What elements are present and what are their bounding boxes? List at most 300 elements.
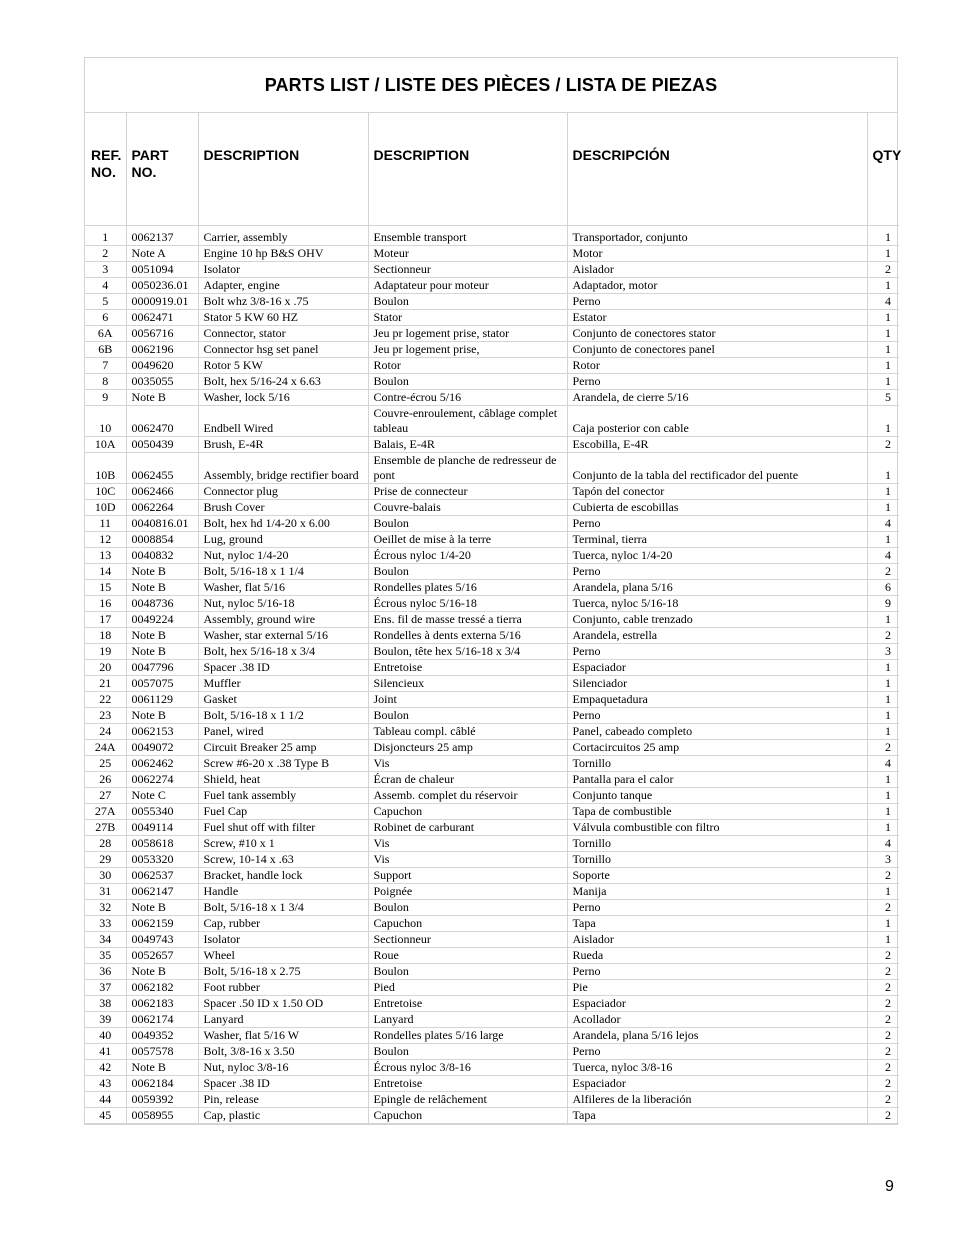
- table-row: [85, 225, 899, 245]
- cell-ref-no: 1: [85, 225, 126, 245]
- cell-description-en: Bolt, hex hd 1/4-20 x 6.00: [198, 515, 368, 531]
- cell-qty: 4: [867, 835, 899, 851]
- cell-ref-no: 31: [85, 883, 126, 899]
- cell-part-no: 0049743: [126, 931, 198, 947]
- cell-qty: 2: [867, 867, 899, 883]
- cell-part-no: 0050439: [126, 436, 198, 452]
- cell-ref-no: 10A: [85, 436, 126, 452]
- cell-description-fr: Couvre-enroulement, câblage complet tableau: [368, 405, 567, 436]
- table-row: [85, 723, 899, 739]
- cell-description-en: Bolt whz 3/8-16 x .75: [198, 293, 368, 309]
- cell-description-es: Arandela, plana 5/16 lejos: [567, 1027, 867, 1043]
- cell-part-no: 0050236.01: [126, 277, 198, 293]
- cell-description-en: Fuel shut off with filter: [198, 819, 368, 835]
- cell-qty: 1: [867, 707, 899, 723]
- cell-part-no: Note B: [126, 579, 198, 595]
- cell-description-en: Bolt, 5/16-18 x 1 1/4: [198, 563, 368, 579]
- cell-description-fr: Jeu pr logement prise, stator: [368, 325, 567, 341]
- cell-description-es: Perno: [567, 707, 867, 723]
- cell-description-en: Isolator: [198, 261, 368, 277]
- cell-part-no: 0062174: [126, 1011, 198, 1027]
- cell-ref-no: 32: [85, 899, 126, 915]
- table-row: [85, 627, 899, 643]
- cell-ref-no: 7: [85, 357, 126, 373]
- cell-description-en: Adapter, engine: [198, 277, 368, 293]
- cell-part-no: 0058955: [126, 1107, 198, 1123]
- cell-description-es: Perno: [567, 1043, 867, 1059]
- cell-description-en: Cap, plastic: [198, 1107, 368, 1123]
- cell-description-fr: Stator: [368, 309, 567, 325]
- cell-qty: 1: [867, 659, 899, 675]
- cell-description-es: Rotor: [567, 357, 867, 373]
- cell-ref-no: 5: [85, 293, 126, 309]
- cell-description-fr: Contre-écrou 5/16: [368, 389, 567, 405]
- parts-table: [85, 113, 902, 1124]
- cell-ref-no: 10C: [85, 483, 126, 499]
- cell-description-en: Washer, lock 5/16: [198, 389, 368, 405]
- cell-qty: 1: [867, 483, 899, 499]
- cell-ref-no: 10D: [85, 499, 126, 515]
- cell-qty: 3: [867, 851, 899, 867]
- cell-description-en: Lug, ground: [198, 531, 368, 547]
- table-row: [85, 547, 899, 563]
- cell-description-es: Conjunto de conectores panel: [567, 341, 867, 357]
- cell-description-en: Muffler: [198, 675, 368, 691]
- table-row: [85, 947, 899, 963]
- cell-description-fr: Lanyard: [368, 1011, 567, 1027]
- cell-ref-no: 24: [85, 723, 126, 739]
- cell-description-es: Manija: [567, 883, 867, 899]
- cell-description-es: Alfileres de la liberación: [567, 1091, 867, 1107]
- cell-description-es: Acollador: [567, 1011, 867, 1027]
- cell-qty: 2: [867, 963, 899, 979]
- cell-ref-no: 11: [85, 515, 126, 531]
- cell-description-fr: Assemb. complet du réservoir: [368, 787, 567, 803]
- cell-ref-no: 16: [85, 595, 126, 611]
- parts-table-body: [85, 225, 899, 1123]
- cell-description-fr: Boulon, tête hex 5/16-18 x 3/4: [368, 643, 567, 659]
- cell-qty: 4: [867, 547, 899, 563]
- cell-description-en: Fuel Cap: [198, 803, 368, 819]
- cell-ref-no: 25: [85, 755, 126, 771]
- cell-description-es: Tapa: [567, 915, 867, 931]
- cell-part-no: 0062147: [126, 883, 198, 899]
- cell-part-no: 0053320: [126, 851, 198, 867]
- cell-description-fr: Roue: [368, 947, 567, 963]
- cell-part-no: 0062264: [126, 499, 198, 515]
- cell-part-no: 0062196: [126, 341, 198, 357]
- cell-description-en: Cap, rubber: [198, 915, 368, 931]
- cell-ref-no: 10B: [85, 452, 126, 483]
- cell-description-es: Aislador: [567, 261, 867, 277]
- cell-description-es: Arandela, de cierre 5/16: [567, 389, 867, 405]
- cell-ref-no: 39: [85, 1011, 126, 1027]
- cell-qty: 4: [867, 293, 899, 309]
- cell-description-es: Conjunto de la tabla del rectificador del puente: [567, 452, 867, 483]
- cell-ref-no: 18: [85, 627, 126, 643]
- cell-part-no: Note C: [126, 787, 198, 803]
- table-row: [85, 691, 899, 707]
- cell-description-es: Tornillo: [567, 755, 867, 771]
- cell-part-no: 0062470: [126, 405, 198, 436]
- cell-description-en: Pin, release: [198, 1091, 368, 1107]
- cell-description-fr: Boulon: [368, 1043, 567, 1059]
- cell-qty: 1: [867, 611, 899, 627]
- cell-qty: 1: [867, 309, 899, 325]
- cell-qty: 1: [867, 245, 899, 261]
- table-row: [85, 755, 899, 771]
- cell-qty: 9: [867, 595, 899, 611]
- page-number: 9: [885, 1178, 894, 1195]
- cell-ref-no: 27: [85, 787, 126, 803]
- cell-description-es: Perno: [567, 563, 867, 579]
- cell-description-es: Perno: [567, 373, 867, 389]
- cell-part-no: 0040832: [126, 547, 198, 563]
- cell-description-es: Tuerca, nyloc 1/4-20: [567, 547, 867, 563]
- cell-description-es: Tapa: [567, 1107, 867, 1123]
- table-row: [85, 341, 899, 357]
- cell-description-es: Arandela, plana 5/16: [567, 579, 867, 595]
- cell-description-fr: Pied: [368, 979, 567, 995]
- cell-ref-no: 13: [85, 547, 126, 563]
- cell-description-es: Pantalla para el calor: [567, 771, 867, 787]
- cell-ref-no: 26: [85, 771, 126, 787]
- table-row: [85, 771, 899, 787]
- table-row: [85, 373, 899, 389]
- cell-part-no: Note B: [126, 563, 198, 579]
- table-row: [85, 405, 899, 436]
- cell-ref-no: 2: [85, 245, 126, 261]
- cell-qty: 2: [867, 1027, 899, 1043]
- cell-description-en: Bolt, 5/16-18 x 2.75: [198, 963, 368, 979]
- cell-part-no: 0058618: [126, 835, 198, 851]
- header-ref: REF. NO.: [85, 113, 126, 225]
- cell-qty: 1: [867, 819, 899, 835]
- table-row: [85, 515, 899, 531]
- cell-ref-no: 27A: [85, 803, 126, 819]
- table-row: [85, 563, 899, 579]
- table-row: [85, 277, 899, 293]
- cell-description-es: Tuerca, nyloc 3/8-16: [567, 1059, 867, 1075]
- cell-qty: 1: [867, 405, 899, 436]
- table-row: [85, 835, 899, 851]
- cell-part-no: Note B: [126, 963, 198, 979]
- table-row: [85, 851, 899, 867]
- cell-description-fr: Balais, E-4R: [368, 436, 567, 452]
- cell-description-fr: Rotor: [368, 357, 567, 373]
- cell-description-es: Perno: [567, 963, 867, 979]
- cell-description-es: Perno: [567, 899, 867, 915]
- cell-part-no: 0062537: [126, 867, 198, 883]
- cell-description-fr: Rondelles à dents externa 5/16: [368, 627, 567, 643]
- cell-description-fr: Jeu pr logement prise,: [368, 341, 567, 357]
- cell-part-no: 0056716: [126, 325, 198, 341]
- cell-description-fr: Sectionneur: [368, 261, 567, 277]
- cell-qty: 1: [867, 675, 899, 691]
- table-row: [85, 531, 899, 547]
- cell-description-en: Lanyard: [198, 1011, 368, 1027]
- cell-description-fr: Moteur: [368, 245, 567, 261]
- table-row: [85, 963, 899, 979]
- table-row: [85, 293, 899, 309]
- table-row: [85, 357, 899, 373]
- cell-description-fr: Ensemble de planche de redresseur de pont: [368, 452, 567, 483]
- cell-part-no: 0048736: [126, 595, 198, 611]
- cell-part-no: 0047796: [126, 659, 198, 675]
- cell-description-fr: Entretoise: [368, 995, 567, 1011]
- cell-qty: 2: [867, 1059, 899, 1075]
- header-description-fr: DESCRIPTION: [368, 113, 567, 225]
- header-row: [85, 113, 899, 225]
- cell-ref-no: 22: [85, 691, 126, 707]
- cell-part-no: 0062184: [126, 1075, 198, 1091]
- cell-description-es: Conjunto tanque: [567, 787, 867, 803]
- cell-description-fr: Poignée: [368, 883, 567, 899]
- cell-description-en: Washer, flat 5/16: [198, 579, 368, 595]
- cell-part-no: 0049352: [126, 1027, 198, 1043]
- cell-description-fr: Boulon: [368, 515, 567, 531]
- header-qty: QTY: [867, 113, 899, 225]
- cell-qty: 2: [867, 436, 899, 452]
- cell-description-es: Espaciador: [567, 995, 867, 1011]
- cell-description-es: Tapa de combustible: [567, 803, 867, 819]
- cell-qty: 5: [867, 389, 899, 405]
- table-row: [85, 803, 899, 819]
- cell-description-es: Tornillo: [567, 851, 867, 867]
- cell-qty: 1: [867, 931, 899, 947]
- cell-part-no: 0062137: [126, 225, 198, 245]
- cell-part-no: 0062462: [126, 755, 198, 771]
- cell-description-fr: Rondelles plates 5/16 large: [368, 1027, 567, 1043]
- cell-part-no: 0062274: [126, 771, 198, 787]
- cell-part-no: 0062153: [126, 723, 198, 739]
- cell-description-es: Tapón del conector: [567, 483, 867, 499]
- cell-description-fr: Capuchon: [368, 915, 567, 931]
- table-row: [85, 309, 899, 325]
- cell-ref-no: 6B: [85, 341, 126, 357]
- cell-description-fr: Joint: [368, 691, 567, 707]
- cell-description-fr: Rondelles plates 5/16: [368, 579, 567, 595]
- cell-part-no: 0049620: [126, 357, 198, 373]
- table-row: [85, 436, 899, 452]
- cell-description-fr: Écrous nyloc 1/4-20: [368, 547, 567, 563]
- cell-description-fr: Écrous nyloc 3/8-16: [368, 1059, 567, 1075]
- cell-description-fr: Écrous nyloc 5/16-18: [368, 595, 567, 611]
- cell-ref-no: 28: [85, 835, 126, 851]
- cell-ref-no: 24A: [85, 739, 126, 755]
- cell-description-en: Nut, nyloc 5/16-18: [198, 595, 368, 611]
- cell-description-en: Shield, heat: [198, 771, 368, 787]
- table-row: [85, 1011, 899, 1027]
- cell-ref-no: 37: [85, 979, 126, 995]
- cell-description-es: Estator: [567, 309, 867, 325]
- cell-description-fr: Capuchon: [368, 1107, 567, 1123]
- cell-description-en: Stator 5 KW 60 HZ: [198, 309, 368, 325]
- table-row: [85, 1043, 899, 1059]
- cell-ref-no: 15: [85, 579, 126, 595]
- cell-ref-no: 38: [85, 995, 126, 1011]
- cell-description-en: Brush, E-4R: [198, 436, 368, 452]
- cell-description-fr: Silencieux: [368, 675, 567, 691]
- cell-description-en: Nut, nyloc 3/8-16: [198, 1059, 368, 1075]
- cell-ref-no: 34: [85, 931, 126, 947]
- table-row: [85, 1059, 899, 1075]
- cell-description-en: Bolt, 5/16-18 x 1 1/2: [198, 707, 368, 723]
- cell-ref-no: 6A: [85, 325, 126, 341]
- cell-part-no: Note B: [126, 627, 198, 643]
- cell-part-no: Note B: [126, 643, 198, 659]
- cell-description-fr: Tableau compl. câblé: [368, 723, 567, 739]
- cell-description-en: Circuit Breaker 25 amp: [198, 739, 368, 755]
- cell-ref-no: 4: [85, 277, 126, 293]
- cell-description-es: Conjunto, cable trenzado: [567, 611, 867, 627]
- cell-ref-no: 8: [85, 373, 126, 389]
- cell-description-en: Endbell Wired: [198, 405, 368, 436]
- table-row: [85, 819, 899, 835]
- cell-qty: 4: [867, 515, 899, 531]
- cell-description-fr: Disjoncteurs 25 amp: [368, 739, 567, 755]
- cell-part-no: 0051094: [126, 261, 198, 277]
- cell-description-es: Tuerca, nyloc 5/16-18: [567, 595, 867, 611]
- cell-description-es: Escobilla, E-4R: [567, 436, 867, 452]
- cell-part-no: Note B: [126, 1059, 198, 1075]
- cell-qty: 1: [867, 373, 899, 389]
- cell-ref-no: 36: [85, 963, 126, 979]
- cell-description-es: Rueda: [567, 947, 867, 963]
- cell-description-fr: Boulon: [368, 293, 567, 309]
- cell-ref-no: 40: [85, 1027, 126, 1043]
- cell-description-fr: Boulon: [368, 963, 567, 979]
- cell-description-en: Assembly, ground wire: [198, 611, 368, 627]
- cell-description-es: Terminal, tierra: [567, 531, 867, 547]
- table-row: [85, 707, 899, 723]
- cell-part-no: 0000919.01: [126, 293, 198, 309]
- cell-ref-no: 23: [85, 707, 126, 723]
- cell-ref-no: 3: [85, 261, 126, 277]
- cell-description-es: Perno: [567, 293, 867, 309]
- cell-part-no: 0008854: [126, 531, 198, 547]
- cell-qty: 4: [867, 755, 899, 771]
- cell-qty: 2: [867, 979, 899, 995]
- cell-qty: 2: [867, 739, 899, 755]
- cell-description-en: Screw, 10-14 x .63: [198, 851, 368, 867]
- cell-description-fr: Robinet de carburant: [368, 819, 567, 835]
- table-row: [85, 499, 899, 515]
- table-row: [85, 867, 899, 883]
- cell-part-no: Note B: [126, 707, 198, 723]
- cell-part-no: 0061129: [126, 691, 198, 707]
- title-row: [85, 58, 897, 113]
- cell-qty: 1: [867, 691, 899, 707]
- cell-description-es: Transportador, conjunto: [567, 225, 867, 245]
- table-row: [85, 1075, 899, 1091]
- table-row: [85, 643, 899, 659]
- table-row: [85, 787, 899, 803]
- cell-part-no: 0059392: [126, 1091, 198, 1107]
- cell-description-fr: Support: [368, 867, 567, 883]
- cell-part-no: 0055340: [126, 803, 198, 819]
- cell-ref-no: 30: [85, 867, 126, 883]
- cell-qty: 6: [867, 579, 899, 595]
- cell-description-es: Cubierta de escobillas: [567, 499, 867, 515]
- table-row: [85, 452, 899, 483]
- cell-description-es: Pie: [567, 979, 867, 995]
- cell-description-es: Válvula combustible con filtro: [567, 819, 867, 835]
- cell-description-fr: Couvre-balais: [368, 499, 567, 515]
- cell-part-no: 0049224: [126, 611, 198, 627]
- cell-qty: 1: [867, 723, 899, 739]
- table-row: [85, 1107, 899, 1123]
- cell-description-es: Espaciador: [567, 659, 867, 675]
- cell-part-no: 0062455: [126, 452, 198, 483]
- cell-description-en: Isolator: [198, 931, 368, 947]
- cell-description-en: Carrier, assembly: [198, 225, 368, 245]
- cell-description-en: Screw #6-20 x .38 Type B: [198, 755, 368, 771]
- cell-qty: 1: [867, 499, 899, 515]
- cell-description-en: Nut, nyloc 1/4-20: [198, 547, 368, 563]
- cell-description-fr: Oeillet de mise à la terre: [368, 531, 567, 547]
- cell-part-no: 0052657: [126, 947, 198, 963]
- cell-description-es: Silenciador: [567, 675, 867, 691]
- cell-description-en: Washer, flat 5/16 W: [198, 1027, 368, 1043]
- cell-description-en: Handle: [198, 883, 368, 899]
- table-row: [85, 483, 899, 499]
- cell-qty: 2: [867, 261, 899, 277]
- cell-ref-no: 41: [85, 1043, 126, 1059]
- table-row: [85, 931, 899, 947]
- cell-description-fr: Entretoise: [368, 659, 567, 675]
- cell-description-fr: Boulon: [368, 707, 567, 723]
- cell-part-no: 0035055: [126, 373, 198, 389]
- cell-description-fr: Boulon: [368, 373, 567, 389]
- cell-description-es: Caja posterior con cable: [567, 405, 867, 436]
- cell-ref-no: 44: [85, 1091, 126, 1107]
- cell-ref-no: 33: [85, 915, 126, 931]
- cell-description-fr: Epingle de relâchement: [368, 1091, 567, 1107]
- table-row: [85, 579, 899, 595]
- cell-description-en: Connector plug: [198, 483, 368, 499]
- cell-ref-no: 9: [85, 389, 126, 405]
- cell-description-en: Panel, wired: [198, 723, 368, 739]
- cell-ref-no: 14: [85, 563, 126, 579]
- cell-qty: 2: [867, 1075, 899, 1091]
- cell-description-en: Bolt, 3/8-16 x 3.50: [198, 1043, 368, 1059]
- table-row: [85, 611, 899, 627]
- cell-ref-no: 43: [85, 1075, 126, 1091]
- cell-description-fr: Adaptateur pour moteur: [368, 277, 567, 293]
- cell-description-fr: Ens. fil de masse tressé a tierra: [368, 611, 567, 627]
- table-row: [85, 325, 899, 341]
- parts-list-sheet: [84, 57, 902, 1125]
- cell-qty: 1: [867, 341, 899, 357]
- cell-part-no: 0062183: [126, 995, 198, 1011]
- table-row: [85, 883, 899, 899]
- cell-description-fr: Entretoise: [368, 1075, 567, 1091]
- table-row: [85, 261, 899, 277]
- cell-ref-no: 21: [85, 675, 126, 691]
- cell-description-en: Bracket, handle lock: [198, 867, 368, 883]
- cell-qty: 2: [867, 899, 899, 915]
- header-description-en: DESCRIPTION: [198, 113, 368, 225]
- cell-description-es: Espaciador: [567, 1075, 867, 1091]
- cell-description-en: Brush Cover: [198, 499, 368, 515]
- cell-part-no: Note B: [126, 899, 198, 915]
- cell-description-fr: Capuchon: [368, 803, 567, 819]
- cell-description-fr: Vis: [368, 835, 567, 851]
- cell-description-fr: Ensemble transport: [368, 225, 567, 245]
- cell-qty: 1: [867, 803, 899, 819]
- cell-description-en: Rotor 5 KW: [198, 357, 368, 373]
